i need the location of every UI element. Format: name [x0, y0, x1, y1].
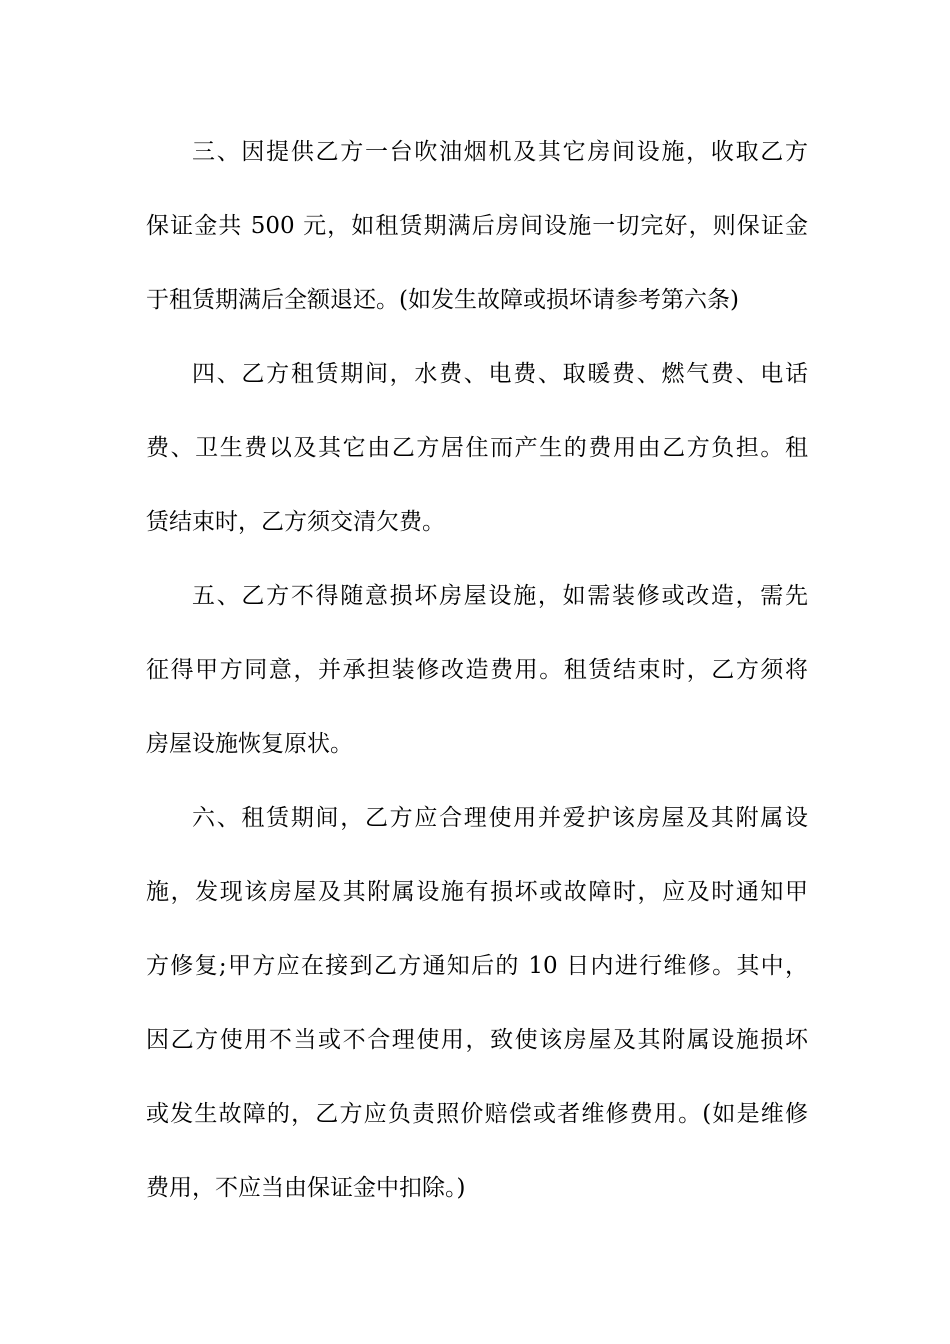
text-line: 因乙方使用不当或不合理使用，致使该房屋及其附属设施损坏 [146, 1027, 808, 1053]
text-line: 四、乙方租赁期间，水费、电费、取暖费、燃气费、电话 [192, 361, 808, 387]
paragraph-clause-4 [146, 350, 808, 572]
text-line: 保证金共 500 元，如租赁期满后房间设施一切完好，则保证金 [146, 213, 808, 239]
text-line: 方修复;甲方应在接到乙方通知后的 10 日内进行维修。其中， [146, 953, 808, 979]
text-line: 费用，不应当由保证金中扣除。) [146, 1175, 466, 1201]
document-body [146, 128, 808, 1238]
paragraph-clause-6 [146, 794, 808, 1238]
text-line: 六、租赁期间，乙方应合理使用并爱护该房屋及其附属设 [192, 805, 808, 831]
text-line: 施，发现该房屋及其附属设施有损坏或故障时，应及时通知甲 [146, 879, 808, 905]
text-line: 征得甲方同意，并承担装修改造费用。租赁结束时，乙方须将 [146, 657, 808, 683]
paragraph-clause-3 [146, 128, 808, 350]
text-line: 五、乙方不得随意损坏房屋设施，如需装修或改造，需先 [192, 583, 808, 609]
text-line: 三、因提供乙方一台吹油烟机及其它房间设施，收取乙方 [192, 139, 808, 165]
text-line: 房屋设施恢复原状。 [146, 731, 353, 757]
text-line: 费、卫生费以及其它由乙方居住而产生的费用由乙方负担。租 [146, 435, 808, 461]
text-line: 或发生故障的，乙方应负责照价赔偿或者维修费用。(如是维修 [146, 1101, 808, 1127]
text-line: 赁结束时，乙方须交清欠费。 [146, 509, 445, 535]
paragraph-clause-5 [146, 572, 808, 794]
text-line: 于租赁期满后全额退还。(如发生故障或损坏请参考第六条) [146, 287, 739, 313]
